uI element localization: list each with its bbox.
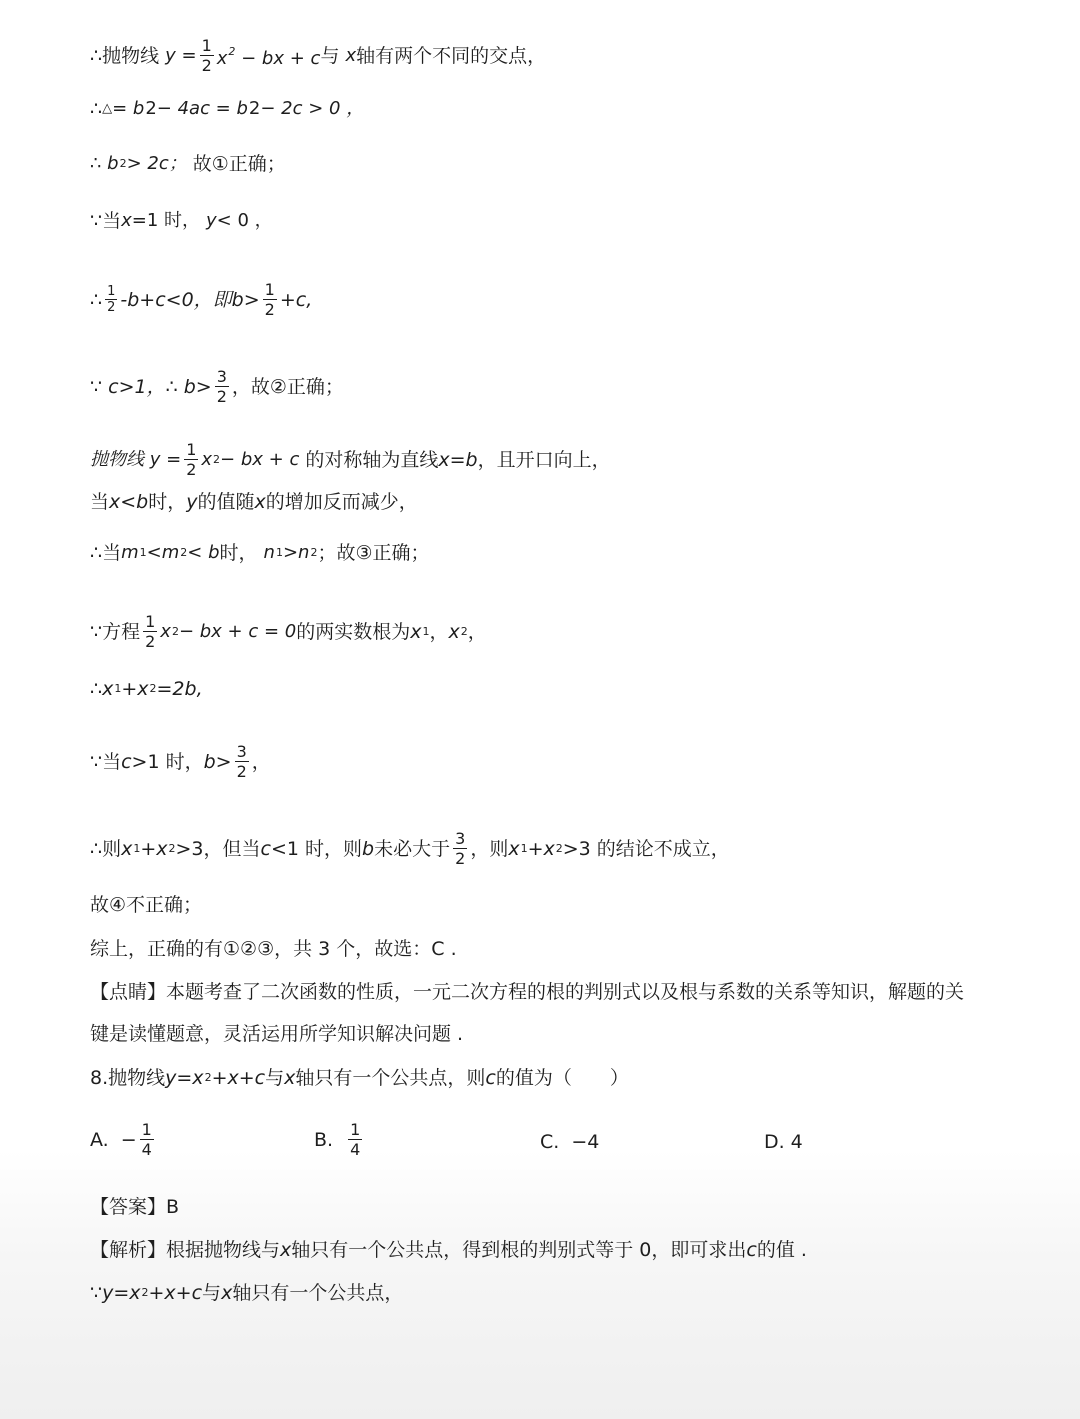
numerator: 1: [141, 1120, 152, 1139]
equation: [217, 40, 321, 71]
delta-symbol: △: [102, 101, 113, 116]
option-a: [90, 1120, 157, 1159]
var: c: [121, 750, 132, 773]
option-d: [764, 1131, 803, 1153]
numerator: 3: [455, 829, 466, 848]
var: c: [746, 1239, 757, 1261]
conclusion-text: 故④不正确；: [90, 894, 203, 916]
var: x: [102, 678, 114, 700]
fraction: [200, 36, 214, 75]
denominator: 2: [186, 460, 197, 479]
equation: +c,: [279, 288, 313, 311]
var: x: [508, 837, 520, 860]
analysis-line: [90, 1238, 807, 1262]
text: 当: [90, 491, 110, 513]
solution-line-8: [90, 490, 418, 514]
equation: − 2c > 0 ，: [260, 98, 365, 119]
var: n: [298, 542, 310, 563]
equation: =2b,: [156, 678, 203, 700]
text: 时，: [148, 491, 187, 513]
text: 轴只有一个公共点，则: [295, 1067, 486, 1089]
commentary-text: 键是读懂题意，灵活运用所学知识解决问题 .: [90, 1023, 464, 1045]
exponent: 2: [171, 624, 179, 638]
text: 时，: [219, 542, 258, 564]
equation: -b+c<0，即: [120, 288, 232, 311]
fraction: [143, 612, 157, 651]
text: ，: [429, 620, 449, 643]
var: m: [121, 542, 139, 563]
exponent: 2: [145, 98, 157, 119]
equation: x<b: [109, 491, 149, 513]
fraction: [453, 829, 467, 868]
equation: x=b: [438, 448, 478, 471]
minus-sign: −: [120, 1128, 137, 1151]
var: n: [263, 542, 275, 563]
text: ，: [467, 620, 487, 643]
denominator: 2: [236, 762, 247, 781]
question-8: [90, 1066, 629, 1090]
conclusion-text: ，故②正确；: [231, 375, 344, 398]
exponent: 2: [204, 1071, 212, 1084]
fraction: [105, 284, 117, 315]
var: c: [485, 1067, 496, 1089]
text: <1 时，则: [270, 837, 363, 860]
text: >1 时，: [131, 750, 204, 773]
text: 的对称轴为直线: [305, 448, 439, 471]
subscript: 1: [520, 841, 528, 855]
text: ，则: [470, 837, 509, 860]
numerator: 1: [145, 612, 156, 631]
text: >3 的结论不成立，: [562, 837, 730, 860]
text: 的值为（ ）: [495, 1067, 629, 1089]
var: x: [254, 491, 266, 513]
solution-line-7: [90, 440, 611, 479]
fraction: [263, 280, 277, 319]
subscript: 1: [422, 624, 430, 638]
numerator: 1: [264, 280, 275, 299]
solution-line-14: [90, 893, 202, 917]
fraction: [140, 1120, 154, 1159]
operator: +: [121, 678, 138, 700]
text: ∴抛物线: [90, 44, 160, 67]
conclusion-text: ；故③正确；: [317, 542, 430, 564]
option-label: A.: [90, 1128, 109, 1151]
text: ∵当: [90, 210, 122, 232]
var: x: [216, 48, 228, 69]
numerator: 1: [107, 284, 116, 299]
exponent: 2: [228, 45, 236, 58]
var: b: [362, 837, 375, 860]
text: ∵方程: [90, 620, 141, 643]
text: 的增加反而减少，: [265, 491, 418, 513]
solution-line-6: [90, 367, 344, 406]
equation: y =: [165, 44, 197, 66]
var: x: [448, 620, 460, 643]
operator: >: [282, 542, 299, 563]
option-label: D.: [764, 1131, 785, 1153]
solution-line-3: [90, 152, 286, 176]
subscript: 1: [275, 546, 283, 559]
option-c: [540, 1131, 599, 1153]
option-value: 4: [790, 1131, 803, 1153]
var: x: [160, 620, 171, 642]
option-value: −4: [571, 1131, 600, 1153]
text: >3，但当: [175, 837, 261, 860]
equation: ∴ b: [90, 153, 119, 174]
solution-last-line: [90, 1281, 403, 1305]
var: x: [221, 1282, 233, 1304]
fraction: [235, 742, 249, 781]
text: ∴则: [90, 837, 122, 860]
operator: >: [215, 750, 232, 773]
denominator: 2: [216, 387, 227, 406]
commentary-text: 【点睛】本题考查了二次函数的性质，一元二次方程的根的判别式以及根与系数的关系等知识，解题的关: [90, 981, 965, 1003]
summary-text: 综上，正确的有①②③，共 3 个，故选：C .: [90, 938, 457, 960]
option-b: [314, 1120, 365, 1159]
subscript: 2: [310, 546, 318, 559]
denominator: 2: [264, 300, 275, 319]
text: 未必大于: [374, 837, 451, 860]
exponent: 2: [213, 452, 221, 466]
exponent: 2: [119, 157, 127, 170]
solution-line-1: [90, 36, 546, 75]
var: x: [121, 210, 132, 231]
text: 与: [320, 44, 340, 67]
equation: − 4ac = b: [156, 98, 248, 119]
solution-line-10: [90, 612, 487, 651]
denominator: 2: [201, 56, 212, 75]
var: x: [121, 837, 133, 860]
conclusion-text: 故①正确；: [192, 153, 286, 175]
text: ，: [251, 750, 271, 773]
operator: +: [527, 837, 544, 860]
denominator: 2: [455, 849, 466, 868]
text: 轴只有一个公共点，得到根的判别式等于 0，即可求出: [291, 1239, 747, 1261]
operator: <: [146, 542, 162, 563]
subscript: 2: [180, 546, 188, 559]
text: 【解析】根据抛物线与: [90, 1239, 281, 1261]
text: ∴当: [90, 542, 122, 564]
answer-line: [90, 1195, 179, 1219]
denominator: 4: [350, 1140, 361, 1159]
var: x: [345, 44, 357, 66]
text: < 0 ，: [216, 210, 273, 231]
subscript: 2: [149, 682, 157, 695]
solution-line-5: [90, 280, 312, 319]
commentary-line-1: [90, 980, 964, 1004]
text: 轴有两个不同的交点，: [356, 44, 547, 67]
equation: = b: [112, 98, 145, 119]
text: ∵当: [90, 750, 122, 773]
equation: y=x: [102, 1282, 141, 1304]
numerator: 1: [186, 440, 197, 459]
commentary-line-2: [90, 1022, 463, 1046]
numerator: 3: [236, 742, 247, 761]
solution-line-12: [90, 742, 271, 781]
var: x: [284, 1067, 296, 1089]
equation: > 2c；: [126, 153, 187, 174]
solution-line-2: [90, 97, 364, 121]
term: − bx + c: [235, 48, 321, 69]
exponent: 2: [141, 1286, 149, 1299]
exponent: 2: [248, 98, 261, 119]
subscript: 1: [133, 841, 141, 855]
equation: − bx + c = 0: [178, 620, 297, 642]
text: 与: [202, 1282, 222, 1304]
operator: +: [140, 837, 157, 860]
answer-text: 【答案】B: [90, 1196, 180, 1218]
solution-line-11: [90, 677, 203, 701]
solution-line-9: [90, 541, 430, 565]
therefore-symbol: ∴: [90, 98, 103, 120]
equation: ∵ c>1，∴ b>: [90, 375, 212, 398]
question-number: 8.抛物线: [90, 1067, 166, 1089]
numerator: 1: [201, 36, 212, 55]
denominator: 4: [141, 1140, 152, 1159]
numerator: 1: [350, 1120, 361, 1139]
text: 的两实数根为: [296, 620, 411, 643]
var: m: [161, 542, 180, 563]
because-symbol: ∵: [90, 1282, 103, 1304]
var: x: [543, 837, 555, 860]
var: x: [410, 620, 422, 643]
text: >: [243, 288, 260, 311]
var: x: [201, 448, 213, 470]
solution-line-13: [90, 829, 730, 868]
equation: 抛物线 y =: [90, 448, 182, 470]
solution-summary: [90, 937, 457, 961]
numerator: 3: [216, 367, 227, 386]
var: y: [206, 210, 217, 231]
equation: +x+c: [211, 1067, 266, 1089]
text: 轴只有一个公共点，: [232, 1282, 404, 1304]
therefore-symbol: ∴: [90, 678, 103, 700]
denominator: 2: [107, 300, 116, 315]
option-label: B.: [314, 1128, 334, 1151]
equation: − bx + c: [220, 448, 300, 470]
solution-line-4: [90, 209, 273, 233]
var: c: [260, 837, 271, 860]
subscript: 2: [168, 841, 176, 855]
text: =1 时，: [131, 210, 201, 231]
subscript: 1: [114, 682, 122, 695]
equation: < b: [187, 542, 220, 563]
var: x: [156, 837, 168, 860]
equation: y=x: [165, 1067, 204, 1089]
var: b: [203, 750, 216, 773]
var: b: [231, 288, 244, 311]
therefore-symbol: ∴: [90, 288, 103, 311]
text: ，且开口向上，: [477, 448, 611, 471]
var: y: [186, 491, 198, 513]
text: 与: [265, 1067, 285, 1089]
equation: +x+c: [148, 1282, 203, 1304]
fraction: [348, 1120, 362, 1159]
subscript: 2: [460, 624, 468, 638]
fraction: [215, 367, 229, 406]
denominator: 2: [145, 632, 156, 651]
text: 的值 .: [756, 1239, 807, 1261]
subscript: 2: [555, 841, 563, 855]
var: x: [137, 678, 149, 700]
var: x: [280, 1239, 292, 1261]
text: 的值随: [197, 491, 255, 513]
fraction: [184, 440, 198, 479]
option-label: C.: [540, 1131, 560, 1153]
subscript: 1: [139, 546, 147, 559]
